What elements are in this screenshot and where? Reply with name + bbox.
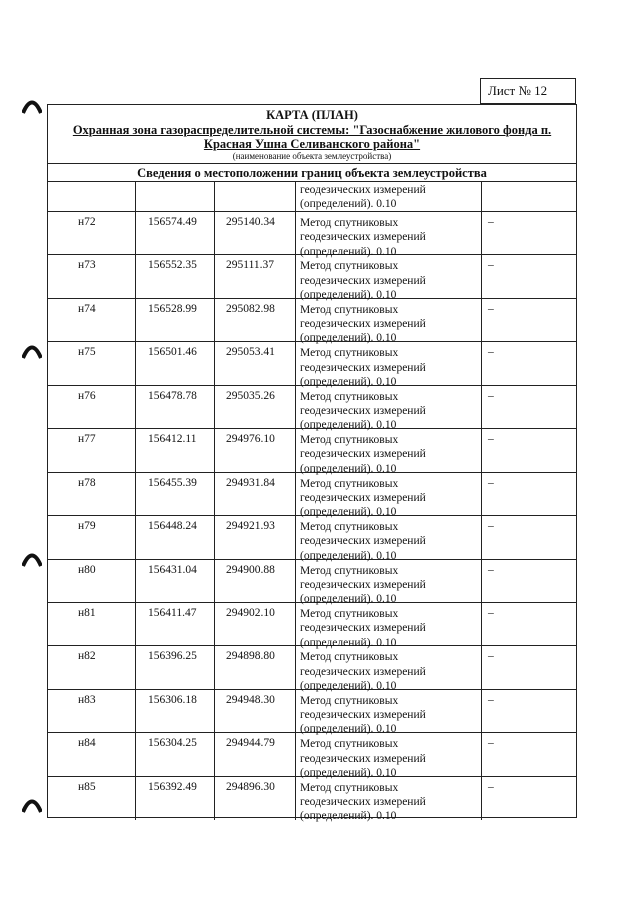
- method-cell: [296, 212, 482, 258]
- table-row: [48, 733, 576, 779]
- method-cell: [296, 560, 482, 606]
- coordinate-y: 295035.26: [215, 386, 296, 428]
- table-row: [48, 255, 576, 302]
- method-cell: [296, 733, 482, 779]
- method-line-3: (определений). 0.10: [300, 245, 397, 258]
- coordinate-y: 295140.34: [215, 212, 296, 254]
- note-cell: –: [488, 520, 494, 533]
- point-number: н84: [48, 733, 136, 775]
- method-line-3: (определений). 0.10: [300, 636, 397, 649]
- coordinate-x: 156304.25: [136, 733, 215, 775]
- point-number: н81: [48, 603, 136, 645]
- method-line-1: Метод спутниковых: [300, 260, 399, 273]
- method-line-3: (определений). 0.10: [300, 593, 397, 606]
- note-cell: –: [488, 389, 494, 402]
- point-number: н73: [48, 255, 136, 297]
- coordinate-x: 156574.49: [136, 212, 215, 254]
- note-cell: –: [488, 259, 494, 272]
- method-line-1: Метод спутниковых: [300, 694, 399, 707]
- coordinate-y: 294976.10: [215, 429, 296, 471]
- table-row: [48, 560, 576, 606]
- coordinate-x: 156396.25: [136, 646, 215, 688]
- method-line-1: Метод спутниковых: [300, 434, 399, 447]
- binder-hole-mark-1: [22, 96, 42, 114]
- method-line-1: Метод спутниковых: [300, 521, 399, 534]
- section-title: Сведения о местоположении границ объекта землеустройства: [48, 164, 576, 182]
- coordinate-y: 294902.10: [215, 603, 296, 645]
- coordinate-x: 156412.11: [136, 429, 215, 471]
- method-line-2: геодезических измерений: [300, 448, 426, 461]
- method-cell: [296, 429, 482, 475]
- table-row: [48, 386, 576, 432]
- coordinate-x: 156431.04: [136, 560, 215, 602]
- coordinate-x: 156478.78: [136, 386, 215, 428]
- note-cell: –: [488, 302, 494, 315]
- document-title: КАРТА (ПЛАН): [266, 108, 358, 122]
- coordinate-y: 294944.79: [215, 733, 296, 775]
- table-row: [48, 603, 576, 649]
- method-line-3: (определений). 0.10: [300, 462, 397, 475]
- method-line-1: Метод спутниковых: [300, 651, 399, 664]
- point-number: н76: [48, 386, 136, 428]
- table-row-continued: [48, 182, 576, 212]
- method-line-3: (определений). 0.10: [300, 766, 397, 779]
- table-row: [48, 646, 576, 692]
- method-line-2: геодезических измерений: [300, 318, 426, 331]
- point-number: н77: [48, 429, 136, 471]
- note-cell: –: [488, 693, 494, 706]
- table-row: [48, 342, 576, 388]
- method-line-1: Метод спутниковых: [300, 303, 399, 316]
- method-line-3: (определений). 0.10: [300, 723, 397, 736]
- note-cell: –: [488, 606, 494, 619]
- coordinate-y: 294900.88: [215, 560, 296, 602]
- method-line-3: (определений). 0.10: [300, 332, 397, 345]
- coordinate-y: 294898.80: [215, 646, 296, 688]
- method-line-3: (определений). 0.10: [300, 289, 397, 302]
- method-line-1: Метод спутниковых: [300, 738, 399, 751]
- point-cell: [48, 182, 136, 211]
- method-line-2: геодезических измерений: [300, 184, 426, 196]
- method-line-2: геодезических измерений: [300, 535, 426, 548]
- point-number: н72: [48, 212, 136, 254]
- table-row: [48, 429, 576, 475]
- note-cell: –: [488, 780, 494, 793]
- coordinate-x: 156306.18: [136, 690, 215, 732]
- binder-hole-mark-2: [22, 341, 42, 359]
- method-cell: [296, 473, 482, 519]
- binder-hole-mark-4: [22, 795, 42, 813]
- method-line-2: геодезических измерений: [300, 752, 426, 765]
- method-line-3: (определений). 0.10: [300, 679, 397, 692]
- sheet-number-box: [480, 78, 576, 104]
- method-line-1: Метод спутниковых: [300, 217, 399, 229]
- point-number: н74: [48, 299, 136, 341]
- note-cell: –: [488, 563, 494, 576]
- coordinate-y: 294948.30: [215, 690, 296, 732]
- method-cell: [296, 342, 482, 388]
- coordinate-y: 294896.30: [215, 777, 296, 820]
- table-row: [48, 690, 576, 736]
- coordinate-y: 295111.37: [215, 255, 296, 297]
- coordinate-y: 294921.93: [215, 516, 296, 558]
- table-row: [48, 516, 576, 562]
- point-number: н80: [48, 560, 136, 602]
- table-row: [48, 299, 576, 345]
- coordinate-x: 156528.99: [136, 299, 215, 341]
- document-header: [48, 105, 576, 164]
- object-name-caption: (наименование объекта землеустройства): [232, 151, 392, 161]
- method-cell: [296, 255, 482, 302]
- point-number: н75: [48, 342, 136, 384]
- method-cell: [296, 182, 482, 211]
- coordinate-x: 156455.39: [136, 473, 215, 515]
- method-line-1: Метод спутниковых: [300, 477, 399, 490]
- method-cell: [296, 690, 482, 736]
- method-line-2: геодезических измерений: [300, 709, 426, 722]
- method-line-2: геодезических измерений: [300, 231, 426, 244]
- method-line-2: геодезических измерений: [300, 665, 426, 678]
- method-cell: [296, 516, 482, 562]
- method-line-3: (определений). 0.10: [300, 198, 397, 210]
- coordinate-x: 156392.49: [136, 777, 215, 820]
- binder-hole-mark-3: [22, 549, 42, 567]
- coordinate-y: 295082.98: [215, 299, 296, 341]
- method-cell: [296, 646, 482, 692]
- method-line-2: геодезических измерений: [300, 361, 426, 374]
- method-line-3: (определений). 0.10: [300, 375, 397, 388]
- method-cell: [296, 777, 482, 823]
- method-line-2: геодезических измерений: [300, 491, 426, 504]
- point-number: н83: [48, 690, 136, 732]
- method-line-3: (определений). 0.10: [300, 549, 397, 562]
- table-row: [48, 777, 576, 823]
- method-line-1: Метод спутниковых: [300, 781, 399, 794]
- coordinate-y: 295053.41: [215, 342, 296, 384]
- note-cell: –: [488, 650, 494, 663]
- note-cell: [482, 182, 576, 211]
- object-name-line-1: Охранная зона газораспределительной системы: "Газоснабжение жилового фонда п.: [72, 123, 552, 137]
- method-line-2: геодезических измерений: [300, 622, 426, 635]
- y-cell: [215, 182, 296, 211]
- coordinates-table-body: [48, 212, 576, 823]
- note-cell: –: [488, 433, 494, 446]
- method-line-2: геодезических измерений: [300, 405, 426, 418]
- method-line-2: геодезических измерений: [300, 274, 426, 287]
- method-line-1: Метод спутниковых: [300, 607, 399, 620]
- coordinate-x: 156448.24: [136, 516, 215, 558]
- note-cell: –: [488, 216, 494, 228]
- object-name-line-2: Красная Ушна Селиванского района": [203, 137, 421, 151]
- method-line-1: Метод спутниковых: [300, 347, 399, 360]
- method-line-2: геодезических измерений: [300, 578, 426, 591]
- point-number: н82: [48, 646, 136, 688]
- method-cell: [296, 386, 482, 432]
- document-frame: [47, 104, 577, 823]
- method-line-3: (определений). 0.10: [300, 419, 397, 432]
- method-line-3: (определений). 0.10: [300, 506, 397, 519]
- method-line-1: Метод спутниковых: [300, 390, 399, 403]
- table-row: [48, 473, 576, 519]
- point-number: н85: [48, 777, 136, 820]
- method-cell: [296, 603, 482, 649]
- method-line-2: геодезических измерений: [300, 795, 426, 808]
- coordinate-x: 156552.35: [136, 255, 215, 297]
- note-cell: –: [488, 737, 494, 750]
- table-row: [48, 212, 576, 258]
- point-number: н79: [48, 516, 136, 558]
- coordinate-x: 156501.46: [136, 342, 215, 384]
- x-cell: [136, 182, 215, 211]
- note-cell: –: [488, 476, 494, 489]
- point-number: н78: [48, 473, 136, 515]
- coordinate-x: 156411.47: [136, 603, 215, 645]
- note-cell: –: [488, 346, 494, 359]
- sheet-number: Лист № 12: [488, 83, 548, 98]
- method-line-3: (определений). 0.10: [300, 810, 397, 823]
- method-line-1: Метод спутниковых: [300, 564, 399, 577]
- coordinate-y: 294931.84: [215, 473, 296, 515]
- method-cell: [296, 299, 482, 345]
